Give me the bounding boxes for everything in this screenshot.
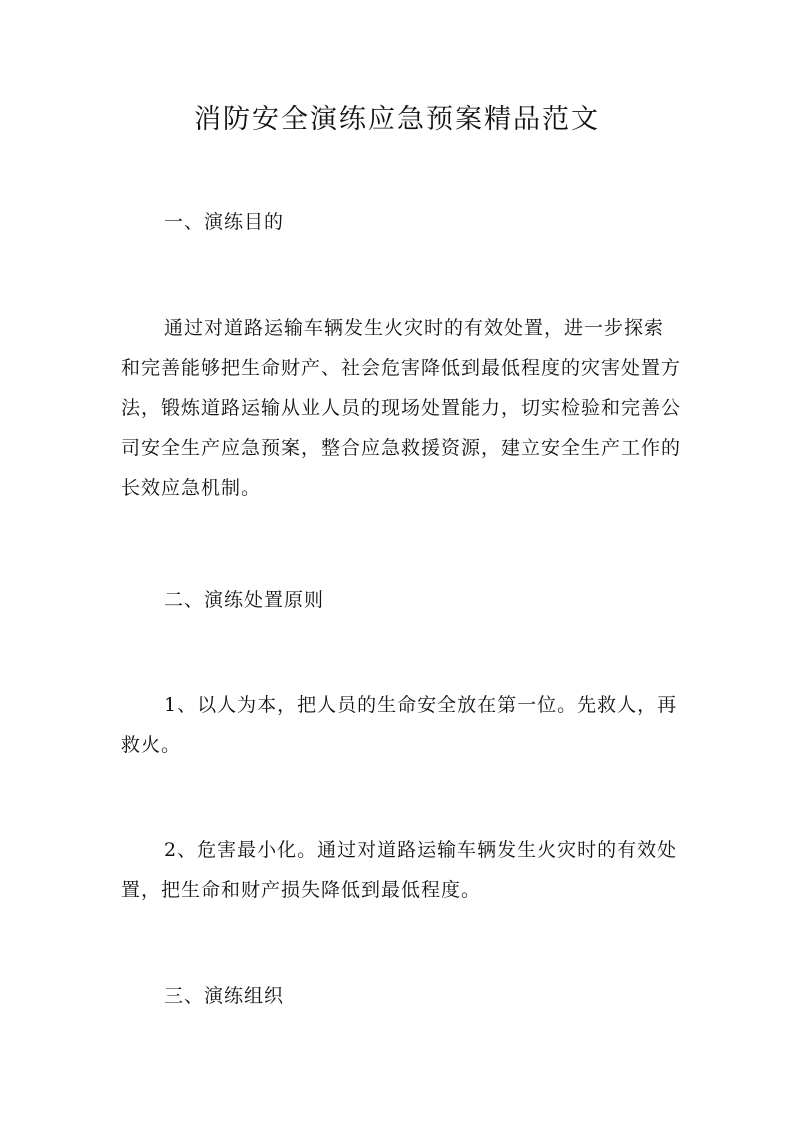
paragraph-purpose: 通过对道路运输车辆发生火灾时的有效处置，进一步探索和完善能够把生命财产、社会危害降低到最低程度的灾害处置方法，锻炼道路运输从业人员的现场处置能力，切实检验和完善公司安全生产应急预案，整合应急救援资源，建立安全生产工作的长效应急机制。 (121, 317, 682, 499)
section-heading-organization: 三、演练组织 (164, 985, 285, 1007)
section-heading-principles: 二、演练处置原则 (164, 589, 325, 611)
paragraph-principle-2: 2、危害最小化。通过对道路运输车辆发生火灾时的有效处置，把生命和财产损失降低到最低程度。 (121, 839, 678, 901)
document-title: 消防安全演练应急预案精品范文 (194, 104, 600, 135)
section-heading-purpose: 一、演练目的 (164, 211, 285, 233)
paragraph-principle-1: 1、以人为本，把人员的生命安全放在第一位。先救人，再救火。 (121, 694, 678, 756)
